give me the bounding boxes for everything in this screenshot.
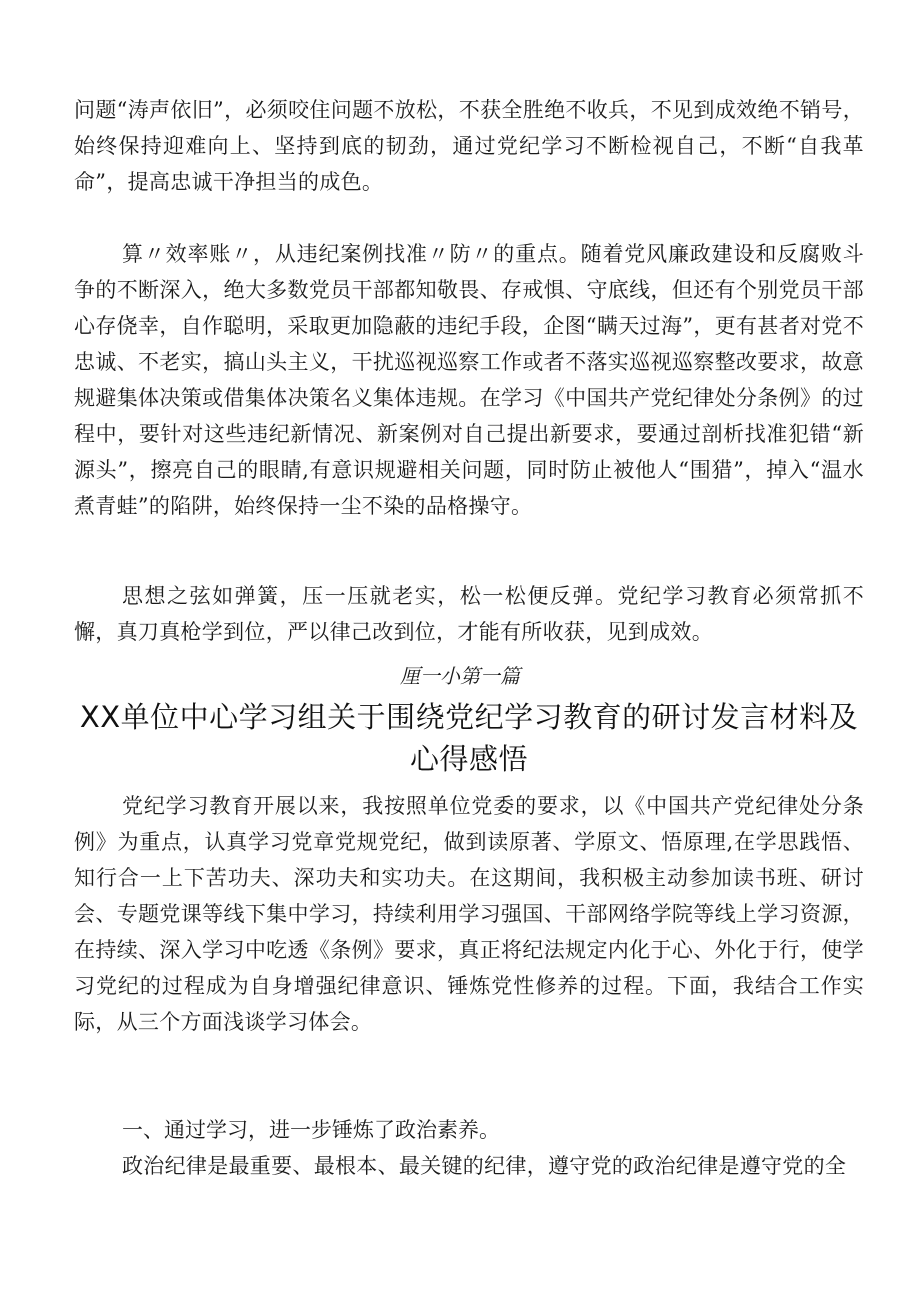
section-label: 厘一小第一篇 <box>400 664 520 688</box>
previous-article-paragraph-1: 问题“涛声依旧”，必须咬住问题不放松，不获全胜绝不收兵，不见到成效绝不销号，始终保持迎难向上、坚持到底的韧劲，通过党纪学习不断检视自己，不断“自我革命”，提高忠诚干净担当的成色。 <box>74 98 864 194</box>
previous-article-paragraph-3: 思想之弦如弹簧，压一压就老实，松一松便反弹。党纪学习教育必须常抓不懈，真刀真枪学到位，严以律己改到位，才能有所收获，见到成效。 <box>74 584 864 644</box>
section-heading-1: 一、通过学习，进一步锤炼了政治素养。 <box>122 1118 500 1142</box>
previous-article-paragraph-2: 算〃效率账〃，从违纪案例找准〃防〃的重点。随着党风廉政建设和反腐败斗争的不断深入，绝大多数党员干部都知敬畏、存戒惧、守底线，但还有个别党员干部心存侥幸，自作聪明，采取更加隐蔽的违纪手段，企图“瞒天过海”，更有甚者对党不忠诚、不老实，搞山头主义，干扰巡视巡察工作或者不落实巡视巡察整改要求，故意规避集体决策或借集体决策名义集体违规。在学习《中国共产党纪律处分条例》的过程中，要针对这些违纪新情况、新案例对自己提出新要求，要通过剖析找准犯错“新源头”，擦亮自己的眼睛,有意识规避相关问题，同时防止被他人“围猎”，掉入“温水煮青蛙”的陷阱，始终保持一尘不染的品格操守。 <box>74 242 864 518</box>
article-paragraph-politics: 政治纪律是最重要、最根本、最关键的纪律，遵守党的政治纪律是遵守党的全 <box>122 1154 847 1178</box>
article-intro-paragraph: 党纪学习教育开展以来，我按照单位党委的要求，以《中国共产党纪律处分条例》为重点，认真学习党章党规党纪，做到读原著、学原文、悟原理,在学思践悟、知行合一上下苦功夫、深功夫和实功夫。在这期间，我积极主动参加读书班、研讨会、专题党课等线下集中学习，持续利用学习强国、干部网络学院等线上学习资源，在持续、深入学习中吃透《条例》要求，真正将纪法规定内化于心、外化于行，使学习党纪的过程成为自身增强纪律意识、锤炼党性修养的过程。下面，我结合工作实际，从三个方面浅谈学习体会。 <box>74 794 864 1034</box>
article-title-line-2: 心得感悟 <box>409 742 528 776</box>
article-title-line-1: XX单位中心学习组关于围绕党纪学习教育的研讨发言材料及 <box>79 700 859 734</box>
